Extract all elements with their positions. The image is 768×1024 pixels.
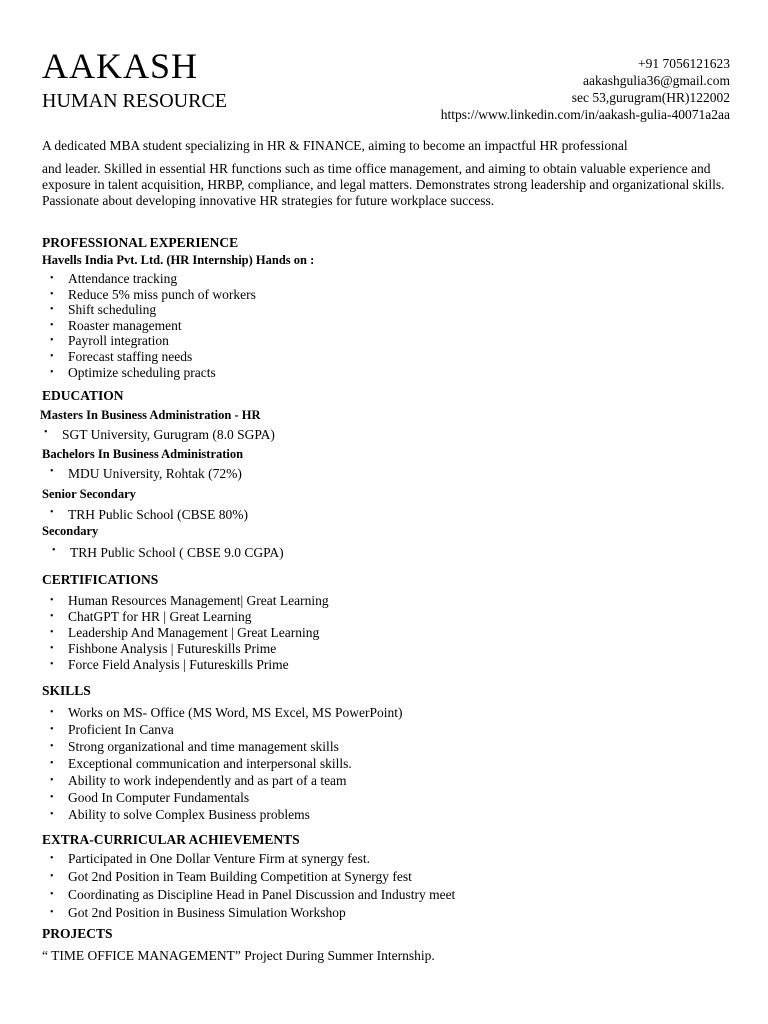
list-item: • Works on MS- Office (MS Word, MS Excel, MS PowerPoint) bbox=[42, 704, 402, 721]
list-item: • Forecast staffing needs bbox=[42, 349, 256, 365]
postal-address: sec 53,gurugram(HR)122002 bbox=[571, 90, 730, 105]
education-detail-list bbox=[42, 507, 248, 523]
list-item: • Ability to solve Complex Business problems bbox=[42, 806, 402, 823]
education-detail-list bbox=[44, 545, 284, 561]
experience-heading: PROFESSIONAL EXPERIENCE bbox=[42, 235, 239, 250]
email-address: aakashgulia36@gmail.com bbox=[582, 73, 730, 88]
education-degree: Senior Secondary bbox=[42, 487, 136, 501]
list-item: • Participated in One Dollar Venture Firm at synergy fest. bbox=[42, 850, 455, 868]
list-item: • Got 2nd Position in Team Building Competition at Synergy fest bbox=[42, 868, 455, 886]
list-item: • Shift scheduling bbox=[42, 302, 256, 318]
projects-heading: PROJECTS bbox=[42, 926, 113, 941]
list-item: • Leadership And Management | Great Learning bbox=[42, 625, 329, 641]
list-item: • Fishbone Analysis | Futureskills Prime bbox=[42, 641, 329, 657]
list-item: • Proficient In Canva bbox=[42, 721, 402, 738]
education-degree: Secondary bbox=[42, 524, 99, 538]
list-item: • Ability to work independently and as part of a team bbox=[42, 772, 402, 789]
extracurricular-list bbox=[42, 850, 455, 922]
education-heading: EDUCATION bbox=[42, 388, 124, 403]
list-item: • TRH Public School (CBSE 80%) bbox=[42, 507, 248, 523]
education-detail-list bbox=[36, 427, 275, 443]
extracurricular-heading: EXTRA-CURRICULAR ACHIEVEMENTS bbox=[42, 832, 300, 847]
list-item: • Got 2nd Position in Business Simulation Workshop bbox=[42, 904, 455, 922]
summary-rest: and leader. Skilled in essential HR functions such as time office management, and aiming to obtain valuable experience and exposure in talent acquisition, HRBP, compliance, and legal matters. Demonstrates strong leadership and organizational skills. Passionate about developing innovative HR strategies for future workplace success. bbox=[42, 161, 725, 208]
list-item: • Roaster management bbox=[42, 318, 256, 334]
education-detail-list bbox=[42, 466, 242, 482]
list-item: • MDU University, Rohtak (72%) bbox=[42, 466, 242, 482]
skills-list bbox=[42, 704, 402, 823]
skills-heading: SKILLS bbox=[42, 683, 91, 698]
contact-block bbox=[441, 55, 730, 123]
list-item: • Exceptional communication and interpersonal skills. bbox=[42, 755, 402, 772]
candidate-name: AAKASH bbox=[42, 46, 199, 86]
education-degree: Bachelors In Business Administration bbox=[42, 447, 244, 461]
list-item: • Strong organizational and time management skills bbox=[42, 738, 402, 755]
professional-summary bbox=[42, 138, 732, 209]
experience-company: Havells India Pvt. Ltd. (HR Internship) Hands on : bbox=[42, 253, 315, 267]
list-item: • Human Resources Management| Great Learning bbox=[42, 593, 329, 609]
certifications-heading: CERTIFICATIONS bbox=[42, 572, 159, 587]
list-item: • Payroll integration bbox=[42, 333, 256, 349]
project-description: “ TIME OFFICE MANAGEMENT” Project During Summer Internship. bbox=[42, 948, 435, 963]
certifications-list bbox=[42, 593, 329, 673]
list-item: • SGT University, Gurugram (8.0 SGPA) bbox=[36, 427, 275, 443]
linkedin-link[interactable]: https://www.linkedin.com/in/aakash-gulia-40071a2aa bbox=[440, 107, 730, 122]
candidate-role: HUMAN RESOURCE bbox=[42, 90, 228, 112]
list-item: • Reduce 5% miss punch of workers bbox=[42, 287, 256, 303]
list-item: • Coordinating as Discipline Head in Panel Discussion and Industry meet bbox=[42, 886, 455, 904]
experience-list bbox=[42, 271, 256, 380]
list-item: • Good In Computer Fundamentals bbox=[42, 789, 402, 806]
phone-number: +91 7056121623 bbox=[638, 56, 730, 71]
list-item: • ChatGPT for HR | Great Learning bbox=[42, 609, 329, 625]
summary-line-1: A dedicated MBA student specializing in HR & FINANCE, aiming to become an impactful HR professional bbox=[42, 138, 628, 153]
list-item: • TRH Public School ( CBSE 9.0 CGPA) bbox=[44, 545, 284, 561]
list-item: • Attendance tracking bbox=[42, 271, 256, 287]
list-item: • Optimize scheduling practs bbox=[42, 365, 256, 381]
list-item: • Force Field Analysis | Futureskills Prime bbox=[42, 657, 329, 673]
education-degree: Masters In Business Administration - HR bbox=[40, 408, 261, 422]
